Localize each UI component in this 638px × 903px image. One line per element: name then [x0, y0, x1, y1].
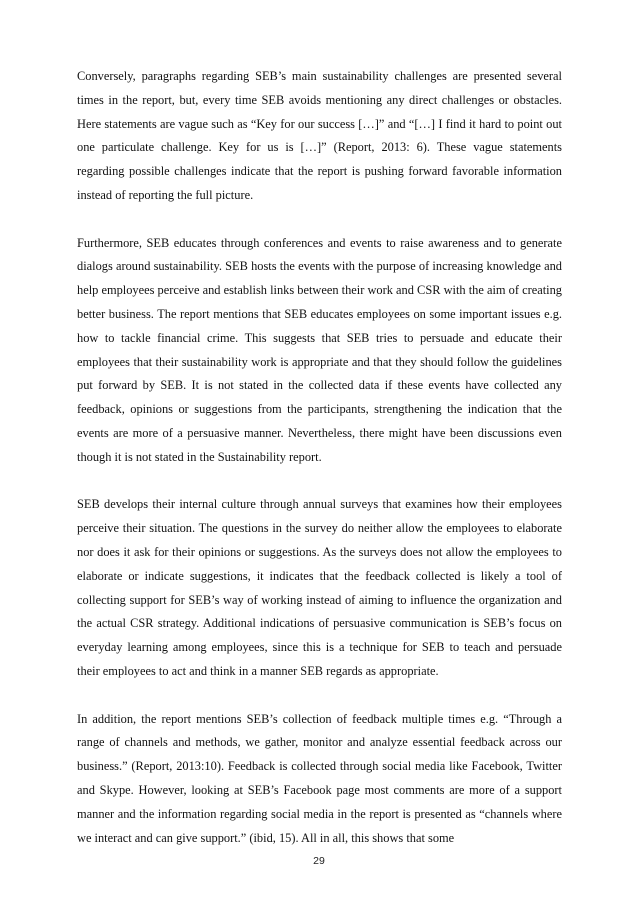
page-number: 29: [313, 855, 325, 867]
body-text: [77, 65, 562, 850]
paragraph-education-events: Furthermore, SEB educates through conferences and events to raise awareness and to generate dialogs around sustainability. SEB hosts the events with the purpose of increasing knowledge and help employees perceive and establish links between their work and CSR with the aim of creating better business. The report mentions that SEB educates employees on some important issues e.g. how to tackle financial crime. This suggests that SEB tries to persuade and educate their employees that their sustainability work is appropriate and that they should follow the guidelines put forward by SEB. It is not stated in the collected data if these events have collected any feedback, opinions or suggestions from the participants, strengthening the indication that the events are more of a persuasive manner. Nevertheless, there might have been discussions even though it is not stated in the Sustainability report.: [77, 235, 562, 464]
paragraph-challenges: Conversely, paragraphs regarding SEB’s main sustainability challenges are presented several times in the report, but, every time SEB avoids mentioning any direct challenges or obstacles. Here statements are vague such as “Key for our success […]” and “[…] I find it hard to point out one particulate challenge. Key for us is […]” (Report, 2013: 6). These vague statements regarding possible challenges indicate that the report is pushing forward favorable information instead of reporting the full picture.: [77, 69, 562, 202]
paragraph-internal-culture: SEB develops their internal culture through annual surveys that examines how their employees perceive their situation. The questions in the survey do neither allow the employees to elaborate nor does it ask for their opinions or suggestions. As the surveys does not allow the employees to elaborate or indicate suggestions, it indicates that the feedback collected is likely a tool of collecting support for SEB’s way of working instead of aiming to influence the organization and the actual CSR strategy. Additional indications of persuasive communication is SEB’s focus on everyday learning among employees, since this is a technique for SEB to teach and persuade their employees to act and think in a manner SEB regards as appropriate.: [77, 497, 562, 678]
paragraph-feedback-collection: In addition, the report mentions SEB’s collection of feedback multiple times e.g. “Through a range of channels and methods, we gather, monitor and analyze essential feedback across our business.” (Report, 2013:10). Feedback is collected through social media like Facebook, Twitter and Skype. However, looking at SEB’s Facebook page most comments are more of a support manner and the information regarding social media in the report is presented as “channels where we interact and can give support.” (ibid, 15). All in all, this shows that some: [77, 711, 562, 845]
